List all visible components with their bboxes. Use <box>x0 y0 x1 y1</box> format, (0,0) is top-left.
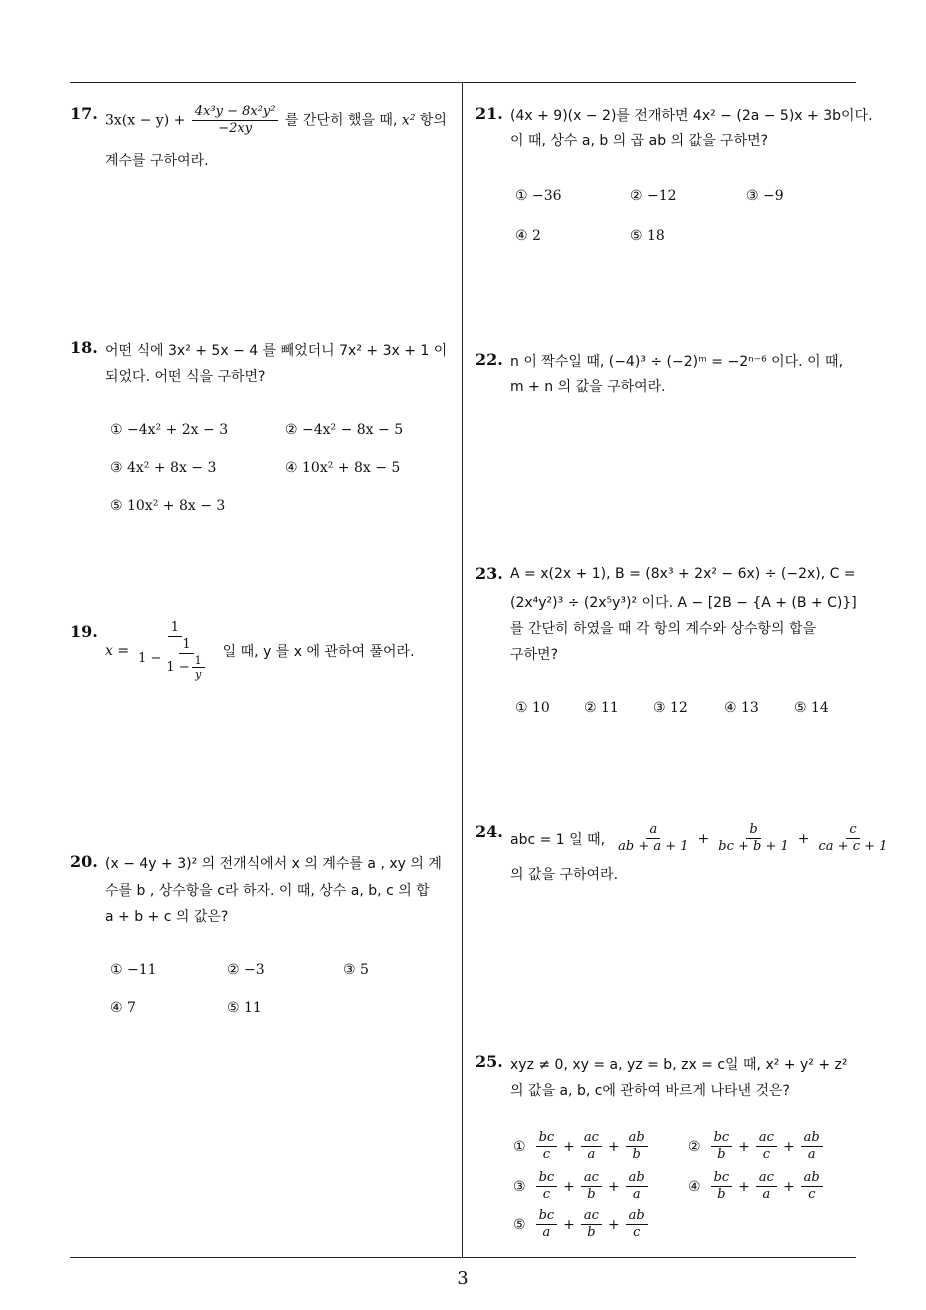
fraction: $\frac{bc}{b}$ <box>711 1130 733 1163</box>
fraction: $\frac{ac}{b}$ <box>581 1170 602 1203</box>
question-19-line1: x = 1 1 − 1 1 − $\frac{1}{y}$ 일 때, y 를 x 에 관하여 풀어라. <box>105 620 415 681</box>
fraction: $\frac{bc}{c}$ <box>536 1170 558 1203</box>
fraction: $\frac{ab}{c}$ <box>801 1170 823 1203</box>
fraction: $\frac{bc}{c}$ <box>536 1130 558 1163</box>
choice-3: ③ 4x² + 8x − 3 <box>110 460 217 476</box>
question-22-line2: m + n 의 값을 구하여라. <box>510 379 666 395</box>
fraction: $\frac{ac}{b}$ <box>581 1208 602 1241</box>
question-24-line1: abc = 1 일 때, $\frac{a}{ab + a + 1}$ + $\frac{b}{bc + b + 1}$ + $\frac{c}{ca + c + 1}$ <box>510 822 892 855</box>
fraction: $\frac{ab}{b}$ <box>626 1130 648 1163</box>
choice-3: ③ −9 <box>746 188 784 204</box>
question-23-line3: 를 간단히 하였을 때 각 항의 계수와 상수항의 합을 <box>510 621 817 637</box>
question-20-line1: (x − 4y + 3)² 의 전개식에서 x 의 계수를 a , xy 의 계 <box>105 856 442 872</box>
fraction: $\frac{ac}{c}$ <box>756 1130 777 1163</box>
fraction: $\frac{ab}{a}$ <box>801 1130 823 1163</box>
fraction: $\frac{ac}{a}$ <box>756 1170 777 1203</box>
fraction: $\frac{ac}{a}$ <box>581 1130 602 1163</box>
choice-5: ⑤ 10x² + 8x − 3 <box>110 498 226 514</box>
choice-3: ③ $\frac{bc}{c}$ + $\frac{ac}{b}$ + $\frac{ab}{a}$ <box>513 1170 650 1203</box>
expression: 3x(x − y) + <box>105 112 186 129</box>
question-21-line1: (4x + 9)(x − 2)를 전개하면 4x² − (2a − 5)x + 3b이다. <box>510 108 873 124</box>
fraction: $\frac{ab}{c}$ <box>626 1208 648 1241</box>
question-23-line2: (2x⁴y²)³ ÷ (2x⁵y³)² 이다. A − [2B − {A + (B + C)}] <box>510 595 857 611</box>
column-divider <box>462 82 463 1258</box>
bottom-rule <box>70 1257 856 1258</box>
continued-fraction: 1 1 − 1 1 − $\frac{1}{y}$ <box>135 620 215 681</box>
choice-4: ④ 7 <box>110 1000 136 1016</box>
fraction: $\frac{bc}{b}$ <box>711 1170 733 1203</box>
choice-5: ⑤ 18 <box>630 228 665 244</box>
fraction: $\frac{ab}{a}$ <box>626 1170 648 1203</box>
question-22-line1: n 이 짝수일 때, (−4)³ ÷ (−2)ᵐ = −2ⁿ⁻⁶ 이다. 이 때, <box>510 354 844 370</box>
question-number: 24. <box>475 822 503 841</box>
question-25-line1: xyz ≠ 0, xy = a, yz = b, zx = c일 때, x² + y² + z² <box>510 1057 848 1073</box>
choice-1: ① −4x² + 2x − 3 <box>110 422 229 438</box>
question-23-line4: 구하면? <box>510 647 559 663</box>
question-20-line2: 수를 b , 상수항을 c라 하자. 이 때, 상수 a, b, c 의 합 <box>105 883 430 899</box>
question-number: 21. <box>475 104 503 123</box>
top-rule <box>70 82 856 83</box>
choice-4: ④ 10x² + 8x − 5 <box>285 460 401 476</box>
choice-2: ② 11 <box>584 700 619 716</box>
page-number: 3 <box>457 1268 469 1289</box>
choice-4: ④ 2 <box>515 228 541 244</box>
question-number: 18. <box>70 338 98 357</box>
choice-2: ② −12 <box>630 188 677 204</box>
question-number: 23. <box>475 564 503 583</box>
choice-3: ③ 5 <box>343 962 369 978</box>
question-18-line1: 어떤 식에 3x² + 5x − 4 를 빼었더니 7x² + 3x + 1 이 <box>105 343 448 359</box>
choice-4: ④ 13 <box>724 700 759 716</box>
question-number: 19. <box>70 622 98 641</box>
question-17-line2: 계수를 구하여라. <box>105 153 209 169</box>
choice-2: ② −4x² − 8x − 5 <box>285 422 404 438</box>
choice-5: ⑤ 11 <box>227 1000 262 1016</box>
fraction: $\frac{\text{4x³y − 8x²y²}}{-2xy}$ <box>192 104 279 137</box>
fraction: $\frac{a}{ab + a + 1}$ <box>618 822 689 854</box>
question-18-line2: 되었다. 어떤 식을 구하면? <box>105 369 266 385</box>
choice-2: ② $\frac{bc}{b}$ + $\frac{ac}{c}$ + $\frac{ab}{a}$ <box>688 1130 825 1163</box>
question-number: 20. <box>70 852 98 871</box>
question-20-line3: a + b + c 의 값은? <box>105 909 229 925</box>
question-number: 17. <box>70 104 98 123</box>
question-24-line2: 의 값을 구하여라. <box>510 867 619 883</box>
question-21-line2: 이 때, 상수 a, b 의 곱 ab 의 값을 구하면? <box>510 133 769 149</box>
choice-2: ② −3 <box>227 962 265 978</box>
choice-1: ① 10 <box>515 700 550 716</box>
fraction: $\frac{c}{ca + c + 1}$ <box>818 822 888 854</box>
choice-4: ④ $\frac{bc}{b}$ + $\frac{ac}{a}$ + $\frac{ab}{c}$ <box>688 1170 825 1203</box>
question-25-line2: 의 값을 a, b, c에 관하여 바르게 나타낸 것은? <box>510 1083 790 1099</box>
choice-1: ① $\frac{bc}{c}$ + $\frac{ac}{a}$ + $\frac{ab}{b}$ <box>513 1130 650 1163</box>
question-23-line1: A = x(2x + 1), B = (8x³ + 2x² − 6x) ÷ (−2x), C = <box>510 566 856 582</box>
choice-5: ⑤ $\frac{bc}{a}$ + $\frac{ac}{b}$ + $\frac{ab}{c}$ <box>513 1208 650 1241</box>
choice-1: ① −36 <box>515 188 562 204</box>
fraction: $\frac{bc}{a}$ <box>536 1208 558 1241</box>
choice-3: ③ 12 <box>653 700 688 716</box>
question-number: 25. <box>475 1052 503 1071</box>
question-17-line1: 3x(x − y) + $\frac{\text{4x³y − 8x²y²}}{-2xy}$ 를 간단히 했을 때, x² 항의 <box>105 104 447 136</box>
question-number: 22. <box>475 350 503 369</box>
fraction: $\frac{b}{bc + b + 1}$ <box>718 822 789 854</box>
choice-5: ⑤ 14 <box>794 700 829 716</box>
choice-1: ① −11 <box>110 962 157 978</box>
